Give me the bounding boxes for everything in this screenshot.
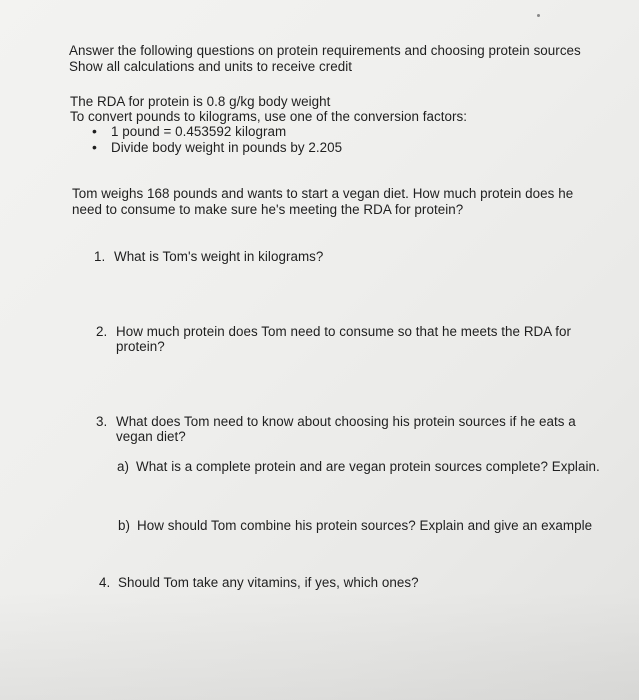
- subquestion-b-text: How should Tom combine his protein sources? Explain and give an example: [137, 518, 593, 533]
- rda-statement: The RDA for protein is 0.8 g/kg body weight: [70, 94, 331, 109]
- question-1-text: What is Tom's weight in kilograms?: [114, 249, 324, 264]
- question-number: 4.: [99, 575, 111, 590]
- conversion-intro: To convert pounds to kilograms, use one of the conversion factors:: [70, 109, 468, 124]
- page-shadow: [0, 590, 639, 700]
- scenario-line-2: need to consume to make sure he's meeting the RDA for protein?: [72, 202, 464, 217]
- question-number: 2.: [96, 324, 108, 339]
- subquestion-label: a): [117, 459, 130, 474]
- speck-mark: [537, 14, 540, 17]
- question-2-text-line-2: protein?: [116, 339, 165, 354]
- question-2-text-line-1: How much protein does Tom need to consume so that he meets the RDA for: [116, 324, 572, 339]
- subquestion-a-text: What is a complete protein and are vegan protein sources complete? Explain.: [136, 459, 600, 474]
- question-number: 1.: [94, 249, 106, 264]
- scenario-line-1: Tom weighs 168 pounds and wants to start a vegan diet. How much protein does he: [72, 186, 574, 201]
- conversion-factor-1: 1 pound = 0.453592 kilogram: [111, 124, 287, 139]
- instructions-line-1: Answer the following questions on protein requirements and choosing protein sources: [69, 43, 581, 58]
- question-3-text-line-2: vegan diet?: [116, 429, 186, 444]
- instructions-line-2: Show all calculations and units to receive credit: [69, 59, 353, 74]
- bullet-marker: •: [92, 139, 97, 155]
- subquestion-label: b): [118, 518, 131, 533]
- question-number: 3.: [96, 414, 108, 429]
- question-3-text-line-1: What does Tom need to know about choosing his protein sources if he eats a: [116, 414, 576, 429]
- conversion-factor-2: Divide body weight in pounds by 2.205: [111, 140, 343, 155]
- question-4-text: Should Tom take any vitamins, if yes, which ones?: [118, 575, 419, 590]
- bullet-marker: •: [92, 123, 97, 139]
